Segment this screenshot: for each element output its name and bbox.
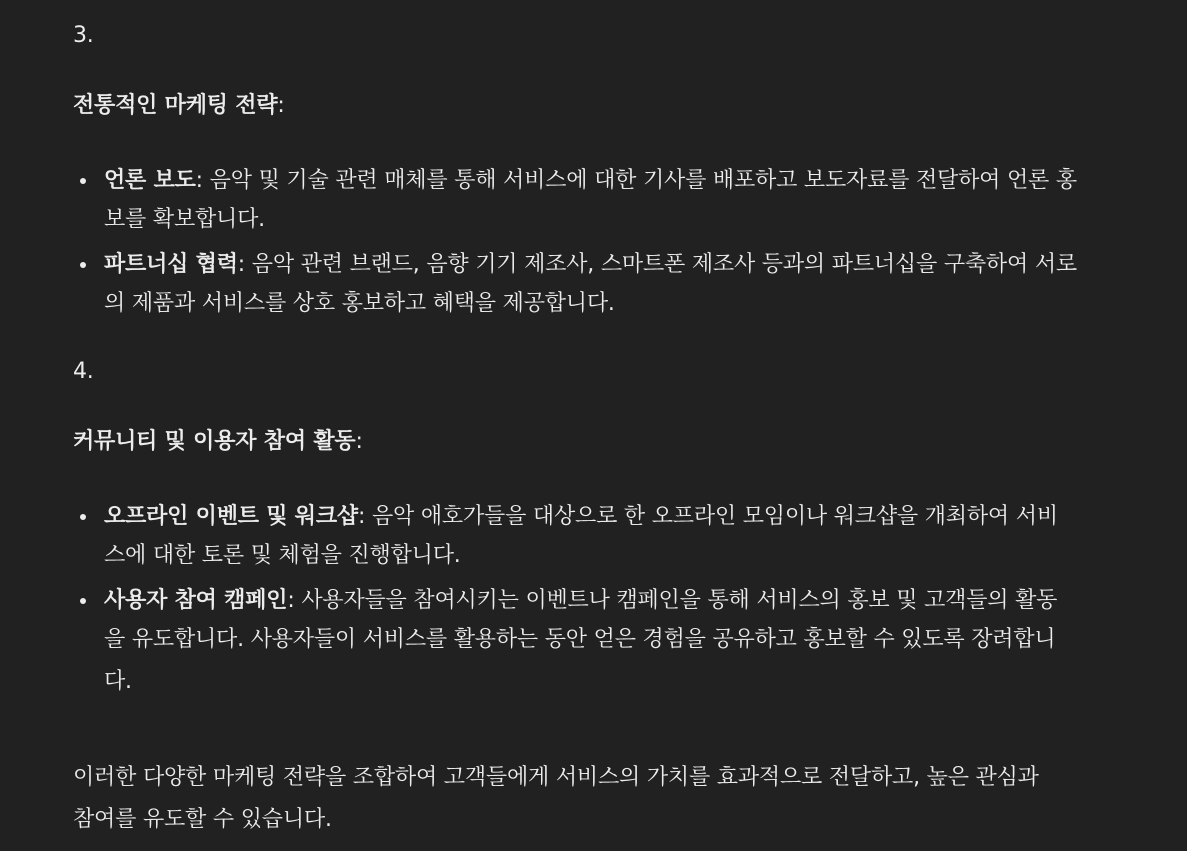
list-item-line (104, 585, 1057, 617)
list-item-text: : 음악 관련 브랜드, 음향 기기 제조사, 스마트폰 제조사 등과의 파트너십을 구축하여 서로 (237, 252, 1077, 277)
section-heading-text: 전통적인 마케팅 전략 (73, 93, 278, 118)
list-item-text-continued: 을 유도합니다. 사용자들이 서비스를 활용하는 동안 얻은 경험을 공유하고 홍보할 수 있도록 장려합니 (104, 627, 1056, 652)
bullet-dot-icon (80, 514, 86, 520)
section-heading (73, 426, 363, 458)
list-item-text: : 음악 애호가들을 대상으로 한 오프라인 모임이나 워크샵을 개최하여 서비 (357, 504, 1058, 529)
list-item-label: 오프라인 이벤트 및 워크샵 (104, 504, 358, 529)
list-item-label: 파트너십 협력 (104, 252, 238, 277)
list-item-text-continued: 의 제품과 서비스를 상호 홍보하고 혜택을 제공합니다. (104, 291, 615, 316)
list-item-text-continued: 보를 확보합니다. (104, 207, 265, 232)
list-item-text: : 사용자들을 참여시키는 이벤트나 캠페인을 통해 서비스의 홍보 및 고객들의 활동 (287, 588, 1058, 613)
section-heading (73, 90, 285, 122)
conclusion-paragraph: 이러한 다양한 마케팅 전략을 조합하여 고객들에게 서비스의 가치를 효과적으로 전달하고, 높은 관심과 (73, 765, 1039, 790)
list-item-label: 사용자 참여 캠페인 (104, 588, 288, 613)
section-heading-colon: : (355, 429, 363, 454)
conclusion-paragraph-continued: 참여를 유도할 수 있습니다. (73, 807, 332, 832)
list-item-line (104, 165, 1077, 197)
section-heading-text: 커뮤니티 및 이용자 참여 활동 (73, 429, 356, 454)
bullet-dot-icon (80, 178, 86, 184)
section-number: 3. (73, 23, 94, 48)
list-item-line (104, 501, 1058, 533)
bullet-dot-icon (80, 598, 86, 604)
section-number: 4. (73, 359, 94, 384)
bullet-dot-icon (80, 262, 86, 268)
list-item-text-continued: 다. (104, 669, 132, 694)
list-item-label: 언론 보도 (104, 168, 196, 193)
section-heading-colon: : (277, 93, 285, 118)
list-item-text: : 음악 및 기술 관련 매체를 통해 서비스에 대한 기사를 배포하고 보도자료를 전달하여 언론 홍 (195, 168, 1077, 193)
list-item-text-continued: 스에 대한 토론 및 체험을 진행합니다. (104, 543, 461, 568)
list-item-line (104, 249, 1077, 281)
